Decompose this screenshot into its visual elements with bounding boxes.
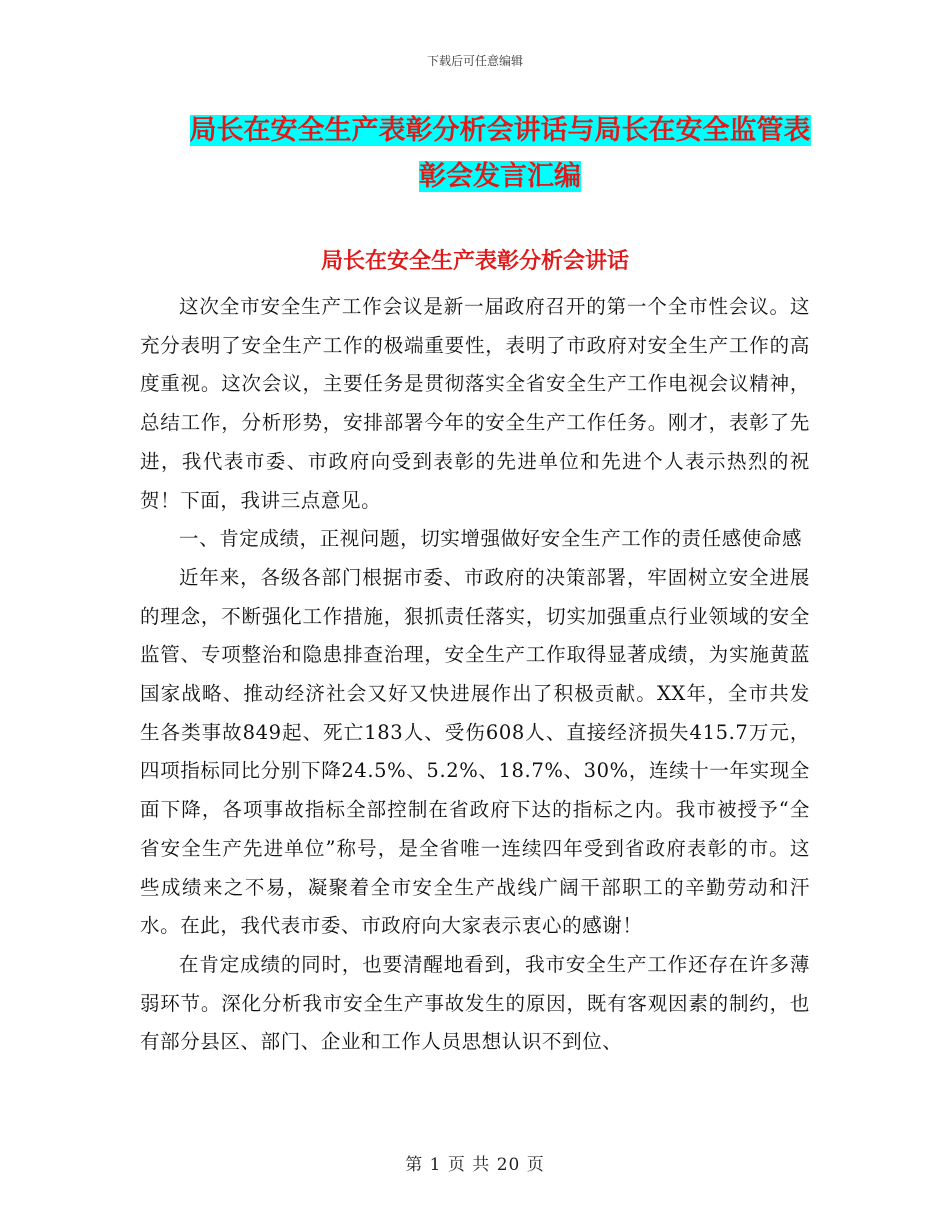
page-number: 第 1 页 共 20 页 <box>405 1155 545 1175</box>
paragraph-intro: 这次全市安全生产工作会议是新一届政府召开的第一个全市性会议。这充分表明了安全生产工作的极端重要性，表明了市政府对安全生产工作的高度重视。这次会议，主要任务是贯彻落实全省安全生产工作电视会议精神，总结工作，分析形势，安排部署今年的安全生产工作任务。刚才，表彰了先进，我代表市委、市政府向受到表彰的先进单位和先进个人表示热烈的祝贺！下面，我讲三点意见。 <box>140 295 810 512</box>
page-footer <box>0 1153 950 1177</box>
page-header <box>0 53 950 69</box>
paragraph-problems: 在肯定成绩的同时，也要清醒地看到，我市安全生产工作还存在许多薄弱环节。深化分析我市安全生产事故发生的原因，既有客观因素的制约，也有部分县区、部门、企业和工作人员思想认识不到位、 <box>140 952 810 1054</box>
paragraph-achievements: 近年来，各级各部门根据市委、市政府的决策部署，牢固树立安全进展的理念，不断强化工作措施，狠抓责任落实，切实加强重点行业领域的安全监管、专项整治和隐患排查治理，安全生产工作取得显著成绩，为实施黄蓝国家战略、推动经济社会又好又快进展作出了积极贡献。XX年，全市共发生各类事故849起、死亡183人、受伤608人、直接经济损失415.7万元，四项指标同比分别下降24.5%、5.2%、18.7%、30%，连续十一年实现全面下降，各项事故指标全部控制在省政府下达的指标之内。我市被授予“全省安全生产先进单位”称号，是全省唯一连续四年受到省政府表彰的市。这些成绩来之不易，凝聚着全市安全生产战线广阔干部职工的辛勤劳动和汗水。在此，我代表市委、市政府向大家表示衷心的感谢！ <box>140 565 810 938</box>
document-title-line2: 彰会发言汇编 <box>419 161 581 192</box>
section-title: 局长在安全生产表彰分析会讲话 <box>320 249 629 274</box>
header-note: 下载后可任意编辑 <box>426 54 523 68</box>
document-title-line1: 局长在安全生产表彰分析会讲话与局长在安全监管表 <box>189 115 811 146</box>
document-body <box>140 288 810 1062</box>
paragraph-heading-one: 一、肯定成绩，正视问题，切实增强做好安全生产工作的责任感使命感 <box>179 527 803 551</box>
document-title <box>140 108 860 200</box>
